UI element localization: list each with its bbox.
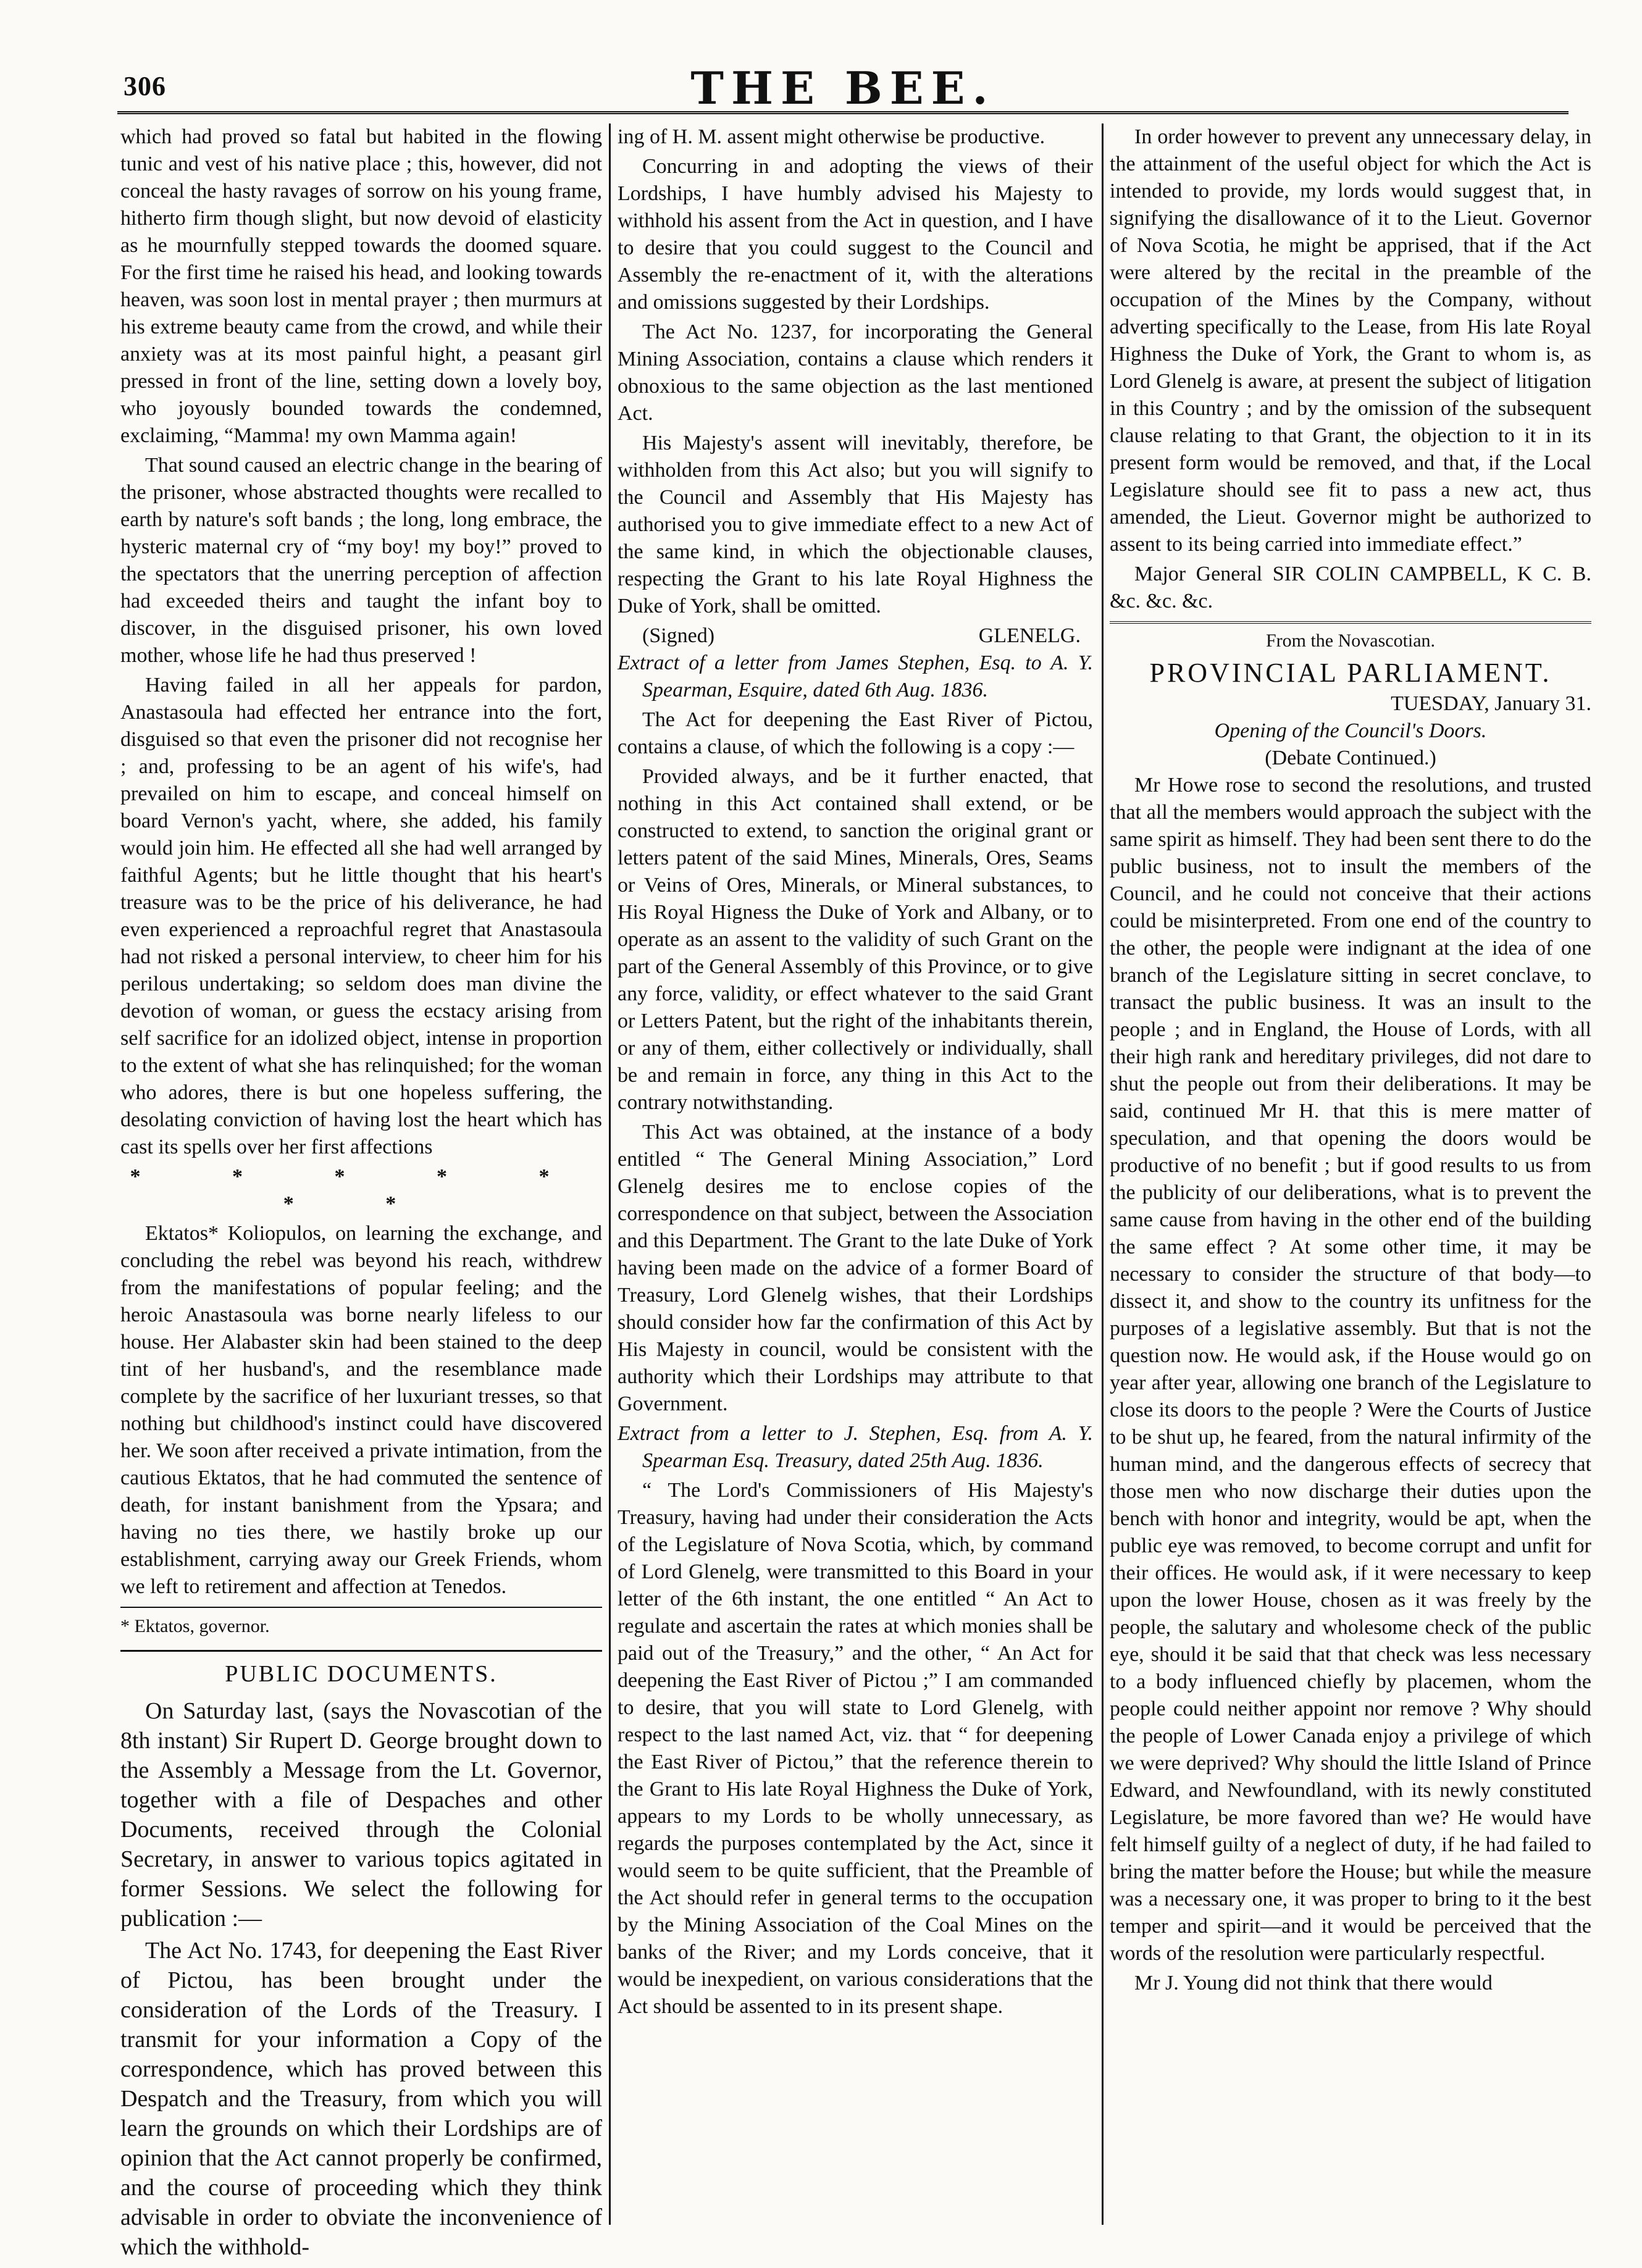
column-2	[618, 123, 1093, 2225]
header-rule	[117, 111, 1569, 114]
paragraph: Having failed in all her appeals for pardon, Anastasoula had effected her entrance into the fort, disguised so that even the prisoner did not recognise her ; and, professing to be an agent of his wife's, had prevailed on him to escape, and conceal himself on board Vernon's yacht, where, she added, his family would join him. He effected all she had well arranged by faithful Agents; but he little thought that his heart's treasure was to be the price of his deliverance, he had even experienced a reproachful regret that Anastasoula had not risked a personal interview, to cheer him for his perilous undertaking; so seldom does man divine the devotion of woman, or guess the ecstacy arising from self sacrifice for an idolized object, intense in proportion to the extent of what she has relinquished; for the woman who adores, there is but one hopeless suffering, the desolating conviction of having lost the heart which has cast its spells over her first affections	[120, 674, 602, 1158]
signed-label: (Signed)	[642, 624, 715, 647]
paragraph: That sound caused an electric change in the bearing of the prisoner, whose abstracted thoughts were recalled to earth by nature's soft bands ; the long, long embrace, the hysteric maternal cry of “my boy! my boy!” proved to the spectators that the unerring perception of affection had exceeded theirs and taught the infant boy to discover, in the disguised prisoner, his own loved mother, whose life he had thus preserved !	[120, 454, 602, 667]
paragraph: On Saturday last, (says the Novascotian of the 8th instant) Sir Rupert D. George brought down to the Assembly a Message from the Lt. Governor, together with a file of Despaches and other Documents, received through the Colonial Secretary, in answer to various topics agitated in former Sessions. We select the following for publication :—	[120, 1698, 602, 1931]
masthead	[117, 62, 1569, 114]
signer-name: GLENELG.	[978, 624, 1081, 647]
paragraph: Mr Howe rose to second the resolutions, and trusted that all the members would approach the subject with the same spirit as himself. They had been sent there to do the public business, not to insult the members of the Council, and he could not conceive that their actions could be misinterpreted. From one end of the country to the other, the people were indignant at the idea of one branch of the Legislature sitting in secret conclave, to transact the public business. It was an insult to the people ; and in England, the House of Lords, with all their high rank and hereditary privileges, did not dare to shut the people out from their deliberations. It may be said, continued Mr H. that this is mere matter of speculation, and that opening the doors would be productive of no benefit ; but if good results to us from the publicity of our deliberations, what is to prevent the same cause from having in the other end of the building the same effect ? At some other time, it may be necessary to consider the structure of that body—to dissect it, and show to the country its unfitness for the purposes of a legislative assembly. But that is not the question now. He would ask, if the House would go on year after year, allowing one branch of the Legislature to close its doors to the people ? Were the Courts of Justice to be shut up, he feared, from the natural infirmity of the human mind, and the dangerous effects of secrecy that those men who now discharge their duties upon the bench with honor and integrity, would be apt, when the public eye was removed, to become corrupt and unfit for their offices. He would ask, if it were necessary to keep upon the lower House, chosen as it was freely by the people, the salutary and wholesome check of the public eye, should it be said that that check was less necessary to a body influenced chiefly by placemen, whom the people could neither appoint nor remove ? Why should the people of Lower Canada enjoy a privilege of which we were deprived? Why should the little Island of Prince Edward, and Newfoundland, with its newly constituted Legislature, be more favored than we? He would have felt himself guilty of a neglect of duty, if he had failed to bring the matter before the House; but while the measure was a necessary one, it was proper to bring to it the best temper and spirit—and it would be perceived that the words of the resolution were particularly respectful.	[1110, 774, 1591, 1965]
signature-line	[618, 622, 1093, 650]
paragraph: ing of H. M. assent might otherwise be productive.	[618, 125, 1045, 148]
section-title: PUBLIC DOCUMENTS.	[120, 1650, 602, 1688]
paragraph: The Act No. 1237, for incorporating the General Mining Association, contains a clause which renders it obnoxious to the same objection as the last mentioned Act.	[618, 320, 1093, 425]
extract-heading: Extract of a letter from James Stephen, Esq. to A. Y. Spearman, Esquire, dated 6th Aug. 1836.	[618, 651, 1093, 701]
newspaper-title: THE BEE.	[690, 62, 995, 114]
paragraph: The Act No. 1743, for deepening the East River of Pictou, has been brought under the consideration of the Lords of the Treasury. I transmit for your information a Copy of the correspondence, which has proved between this Despatch and the Treasury, from which you will learn the grounds on which their Lordships are of opinion that the Act cannot properly be confirmed, and the course of proceeding which they think advisable in order to obviate the inconvenience of which the withhold-	[120, 1938, 602, 2260]
section-title: PROVINCIAL PARLIAMENT.	[1149, 658, 1552, 688]
section-break-stars: * * * * * * *	[130, 1165, 593, 1215]
paragraph: In order however to prevent any unnecessary delay, in the attainment of the useful object for which the Act is intended to provide, my lords would suggest that, in signifying the disallowance of it to the Lieut. Governor of Nova Scotia, he might be apprised, that if the Act were altered by the recital in the preamble of the occupation of the Mines by the Company, without adverting specifically to the Lease, from His late Royal Highness the Duke of York, the Grant to whom is, as Lord Glenelg is aware, at present the subject of litigation in this Country ; and by the omission of the subsequent clause relating to that Grant, the objection to it in its present form would be removed, and that, if the Local Legislature should see fit to pass a new act, thus amended, the Lieut. Governor might be authorized to assent to its being carried into immediate effect.”	[1110, 125, 1591, 556]
subheading: (Debate Continued.)	[1265, 747, 1436, 769]
paragraph: Mr J. Young did not think that there would	[1134, 1972, 1493, 1994]
dateline: TUESDAY, January 31.	[1391, 692, 1591, 715]
paragraph: The Act for deepening the East River of Pictou, contains a clause, of which the following is a copy :—	[618, 708, 1093, 758]
column-divider	[609, 123, 611, 2225]
paragraph: Provided always, and be it further enacted, that nothing in this Act contained shall extend, or be constructed to extend, to sanction the original grant or letters patent of the said Mines, Minerals, Ores, Seams or Veins of Ores, Minerals, or Mineral substances, to His Royal Higness the Duke of York and Albany, or to operate as an assent to the validity of such Grant on the part of the General Assembly of this Province, or to give any force, validity, or effect whatever to the said Grant or Letters Patent, but the right of the inhabitants therein, or any of them, either collectively or individually, shall be and remain in force, any thing in this Act to the contrary notwithstanding.	[618, 765, 1093, 1114]
column-1	[120, 123, 602, 2260]
paragraph: which had proved so fatal but habited in the flowing tunic and vest of his native place ; this, however, did not conceal the hasty ravages of sorrow on his young frame, hitherto firm though slight, but now devoid of elasticity as he mournfully stepped towards the doomed square. For the first time he raised his head, and looking towards heaven, was soon lost in mental prayer ; then murmurs at his extreme beauty came from the crowd, and while their anxiety was at its most painful hight, a peasant girl pressed in front of the line, setting down a lovely boy, who joyously bounded towards the condemned, exclaiming, “Mamma! my own Mamma again!	[120, 125, 602, 447]
column-divider	[1102, 123, 1104, 2225]
column-3	[1110, 123, 1591, 2225]
addressee: Major General SIR COLIN CAMPBELL, K C. B. &c. &c. &c.	[1110, 563, 1591, 613]
subheading: Opening of the Council's Doors.	[1214, 719, 1487, 742]
paragraph: This Act was obtained, at the instance of a body entitled “ The General Mining Association,” Lord Glenelg desires me to enclose copies of the correspondence on that subject, between the Association and this Department. The Grant to the late Duke of York having been made on the advice of a former Board of Treasury, Lord Glenelg wishes, that their Lordships should consider how far the confirmation of this Act by His Majesty in council, would be consistent with the authority which their Lordships may attribute to that Government.	[618, 1121, 1093, 1415]
footnote: * Ektatos, governor.	[120, 1607, 602, 1640]
paragraph: Ektatos* Koliopulos, on learning the exchange, and concluding the rebel was beyond his reach, withdrew from the manifestations of popular feeling; and the heroic Anastasoula was borne nearly lifeless to our house. Her Alabaster skin had been stained to the deep tint of her husband's, and the resemblance made complete by the sacrifice of her luxuriant tresses, so that nothing but childhood's instinct could have discovered her. We soon after received a private intimation, from the cautious Ektatos, that he had commuted the sentence of death, for instant banishment from the Ypsara; and having no ties there, we hastily broke up our establishment, carrying away our Greek Friends, whom we left to retirement and affection at Tenedos.	[120, 1222, 602, 1598]
paragraph: His Majesty's assent will inevitably, therefore, be withholden from this Act also; but you will signify to the Council and Assembly that His Majesty has authorised you to give immediate effect to a new Act of the same kind, in which the objectionable clauses, respecting the Grant to his late Royal Highness the Duke of York, shall be omitted.	[618, 432, 1093, 617]
paragraph: Concurring in and adopting the views of their Lordships, I have humbly advised his Majesty to withhold his assent from the Act in question, and I have to desire that you could suggest to the Council and Assembly the re-enactment of it, with the alterations and omissions suggested by their Lordships.	[618, 155, 1093, 314]
source-line: From the Novascotian.	[1110, 621, 1591, 655]
extract-heading: Extract from a letter to J. Stephen, Esq. from A. Y. Spearman Esq. Treasury, dated 25th Aug. 1836.	[618, 1422, 1093, 1472]
paragraph: “ The Lord's Commissioners of His Majesty's Treasury, having had under their consideration the Acts of the Legislature of Nova Scotia, which, by command of Lord Glenelg, were transmitted to this Board in your letter of the 6th instant, the one entitled “ An Act to regulate and ascertain the rates at which monies shall be paid out of the Treasury,” and the other, “ An Act for deepening the East River of Pictou ;” I am commanded to desire, that you will state to Lord Glenelg, with respect to the last named Act, viz. that “ for deepening the East River of Pictou,” that the reference therein to the Grant to His late Royal Highness the Duke of York, appears to my Lords to be wholly unnecessary, as regards the purposes contemplated by the Act, since it would seem to be quite sufficient, that the Preamble of the Act should refer in general terms to the occupation by the Mining Association of the Coal Mines on the banks of the River; and my Lords conceive, that it would be inexpedient, on various considerations that the Act should be assented to in its present shape.	[618, 1479, 1093, 2018]
page-number: 306	[124, 71, 166, 101]
